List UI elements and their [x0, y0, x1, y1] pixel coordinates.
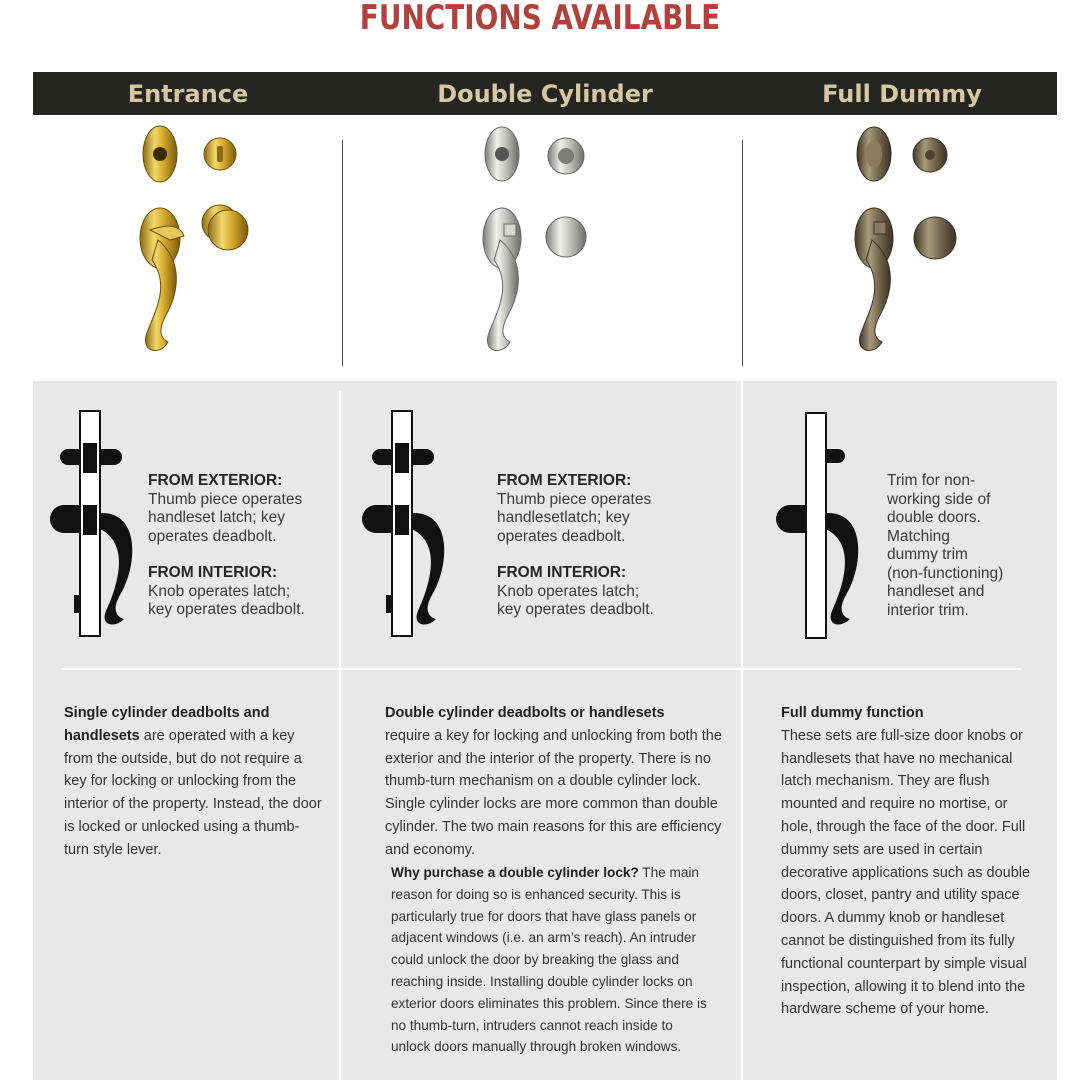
why-double-cylinder-body: The main reason for doing so is enhanced security. This is particularly true for doors that have glass panels or adjacent windows (i.e. an arm’s reach). An intruder could unlock the door by breaking the glass and reaching inside. Installing double cylinder locks on exterior doors eliminates this problem. Since there is no thumb-turn, intruders cannot reach inside to unlock doors manually through broken windows. — [391, 865, 707, 1055]
double-cylinder-function-text — [497, 472, 697, 620]
full-dummy-function-text — [887, 472, 1047, 620]
column-header-full-dummy: Full Dummy — [822, 80, 982, 108]
double-cylinder-description — [385, 702, 725, 862]
double-cylinder-handleset-image — [470, 120, 620, 370]
exterior-line: Thumb piece operates — [148, 490, 303, 508]
entrance-function-text — [148, 472, 338, 620]
panel-divider — [741, 381, 743, 1080]
exterior-label: FROM EXTERIOR: — [497, 472, 632, 489]
panel-divider — [339, 391, 341, 1080]
full-dummy-description-heading: Full dummy function — [781, 705, 924, 721]
exterior-line: Thumb piece operates — [497, 490, 652, 508]
dummy-line: interior trim. — [887, 601, 969, 619]
full-dummy-diagram — [776, 405, 876, 640]
why-double-cylinder-heading: Why purchase a double cylinder lock? — [391, 865, 639, 880]
column-divider — [342, 140, 343, 366]
exterior-line: operates deadbolt. — [497, 527, 626, 545]
interior-label: FROM INTERIOR: — [497, 564, 627, 581]
dummy-line: (non-functioning) — [887, 564, 1004, 582]
interior-line: key operates deadbolt. — [497, 601, 654, 618]
double-cylinder-description-heading: Double cylinder deadbolts or handlesets — [385, 705, 665, 721]
interior-line: Knob operates latch; — [497, 582, 640, 600]
exterior-line: handleset latch; key — [148, 509, 286, 526]
dummy-line: Matching — [887, 527, 950, 545]
full-dummy-handleset-image — [840, 120, 990, 370]
entrance-diagram — [50, 405, 150, 640]
entrance-description — [64, 702, 324, 862]
dummy-line: handleset and — [887, 583, 985, 600]
entrance-description-heading: Single cylinder deadbolts and handlesets — [64, 705, 270, 744]
page-title: FUNCTIONS AVAILABLE — [359, 0, 721, 38]
column-header-bar — [33, 72, 1057, 115]
interior-label: FROM INTERIOR: — [148, 564, 278, 581]
dummy-line: dummy trim — [887, 546, 968, 563]
double-cylinder-description-body: require a key for locking and unlocking from both the exterior and the interior of the property. There is no thumb-turn mechanism on a double cylinder lock. Single cylinder locks are more common than double cylinder. The two main reasons for this are efficiency and economy. — [385, 727, 722, 858]
full-dummy-description — [781, 702, 1036, 1021]
column-header-double-cylinder: Double Cylinder — [437, 80, 653, 108]
column-divider — [742, 140, 743, 366]
why-double-cylinder — [391, 862, 713, 1058]
exterior-label: FROM EXTERIOR: — [148, 472, 283, 489]
interior-line: Knob operates latch; — [148, 582, 291, 600]
panel-separator — [61, 668, 1021, 670]
dummy-line: double doors. — [887, 509, 981, 526]
entrance-handleset-image — [120, 120, 270, 370]
dummy-line: working side of — [887, 490, 991, 508]
exterior-line: handlesetlatch; key — [497, 509, 630, 526]
double-cylinder-diagram — [362, 405, 462, 640]
dummy-line: Trim for non- — [887, 472, 976, 489]
full-dummy-description-body: These sets are full-size door knobs or handlesets that have no mechanical latch mechanism. They are flush mounted and require no mortise, or hole, through the face of the door. Full dummy sets are used in certain decorative applications such as double doors, closet, pantry and utility space doors. A dummy knob or handleset cannot be distinguished from its fully functional counterpart by simple visual inspection, allowing it to blend into the hardware scheme of your home. — [781, 727, 1031, 1018]
column-header-entrance: Entrance — [127, 80, 249, 108]
entrance-description-body: are operated with a key from the outside, but do not require a key for locking or unlocking from the interior of the property. Instead, the door is locked or unlocked using a thumb-turn style lever. — [64, 727, 322, 858]
exterior-line: operates deadbolt. — [148, 527, 277, 545]
interior-line: key operates deadbolt. — [148, 601, 305, 618]
